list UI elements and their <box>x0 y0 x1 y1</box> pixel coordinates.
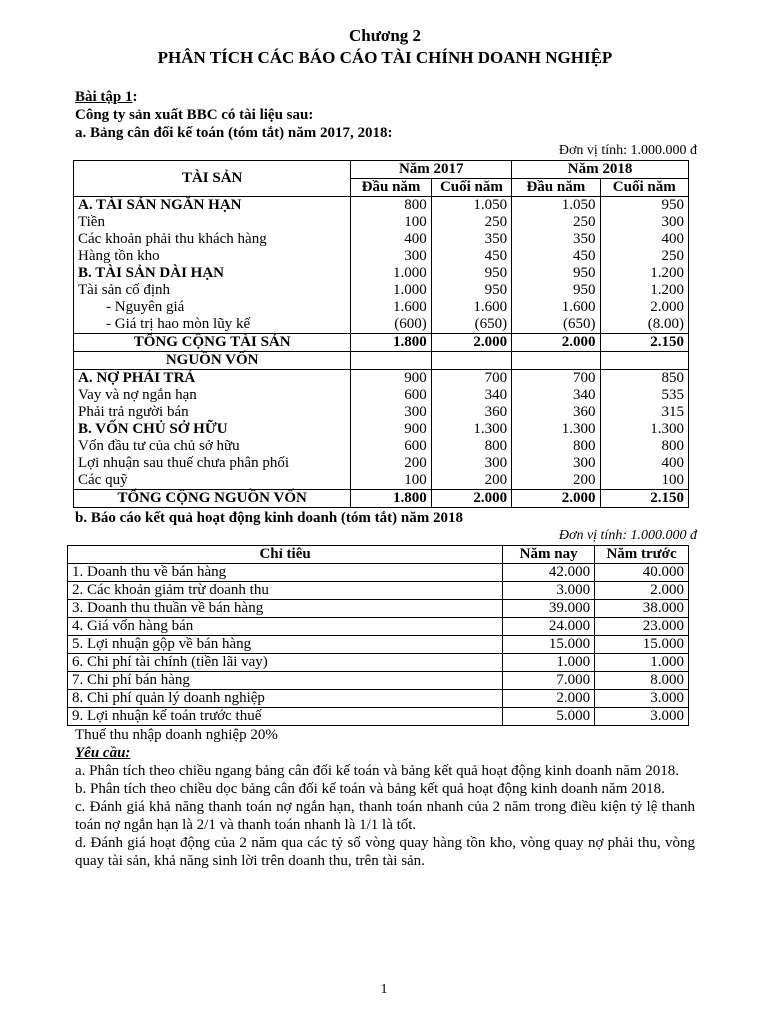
table-cell: 800 <box>512 438 600 455</box>
requirement-item: d. Đánh giá hoạt động của 2 năm qua các tỷ số vòng quay hàng tồn kho, vòng quay nợ phải thu, vòng quay tài sản, khả năng sinh lời trên doanh thu, trên tài sản. <box>75 835 695 869</box>
table-row <box>68 564 689 582</box>
table-cell: (8.00) <box>600 316 688 334</box>
table-row <box>68 654 689 672</box>
table-row <box>74 316 689 334</box>
exercise-heading <box>75 88 695 106</box>
requirements-title: Yêu cầu: <box>75 745 131 761</box>
table-cell: 1.300 <box>431 421 511 438</box>
table-cell: 400 <box>351 231 431 248</box>
total-assets-label: TỔNG CỘNG TÀI SẢN <box>74 334 351 352</box>
table-cell: 1.800 <box>351 334 431 352</box>
row-label: Các quỹ <box>74 472 351 490</box>
tax-note: Thuế thu nhập doanh nghiệp 20% <box>75 727 278 743</box>
table-row <box>74 404 689 421</box>
table-row <box>68 690 689 708</box>
table-cell: 600 <box>351 438 431 455</box>
table-cell: 300 <box>512 455 600 472</box>
row-label: Lợi nhuận sau thuế chưa phân phối <box>74 455 351 472</box>
table-cell: 250 <box>431 214 511 231</box>
table-cell: 1.800 <box>351 490 431 508</box>
exercise-label: Bài tập 1 <box>75 89 133 105</box>
table-row <box>74 370 689 388</box>
requirement-item: c. Đánh giá khả năng thanh toán nợ ngắn hạn, thanh toán nhanh của 2 năm trong điều kiện tỷ lệ thanh toán nợ ngắn hạn là 2/1 và thanh toán nhanh là 1/1 là tốt. <box>75 799 695 833</box>
table-cell: (650) <box>431 316 511 334</box>
table-cell: 2.150 <box>600 490 688 508</box>
row-label: 4. Giá vốn hàng bán <box>68 618 503 636</box>
table-cell: 200 <box>431 472 511 490</box>
table-cell: 950 <box>512 265 600 282</box>
table-cell: 1.000 <box>351 265 431 282</box>
row-label: 2. Các khoản giảm trừ doanh thu <box>68 582 503 600</box>
row-label: B. VỐN CHỦ SỞ HỮU <box>74 421 351 438</box>
row-label: 5. Lợi nhuận gộp về bán hàng <box>68 636 503 654</box>
table-cell: 300 <box>351 404 431 421</box>
table-cell: 42.000 <box>503 564 595 582</box>
table-cell: 1.000 <box>595 654 689 672</box>
table-cell: 300 <box>431 455 511 472</box>
table-row <box>68 618 689 636</box>
row-label: B. TÀI SẢN DÀI HẠN <box>74 265 351 282</box>
table-row <box>74 231 689 248</box>
table-row <box>74 455 689 472</box>
table-row <box>74 438 689 455</box>
table-cell: 1.600 <box>512 299 600 316</box>
this-year-header: Năm nay <box>503 546 595 564</box>
requirement-item: a. Phân tích theo chiều ngang bảng cân đối kế toán và bảng kết quả hoạt động kinh doanh năm 2018. <box>75 763 680 779</box>
row-label: Vốn đầu tư của chủ sở hữu <box>74 438 351 455</box>
balance-sheet-unit: Đơn vị tính: 1.000.000 đ <box>558 143 697 158</box>
table-row <box>68 582 689 600</box>
page-number: 1 <box>380 982 388 997</box>
table-cell: 8.000 <box>595 672 689 690</box>
table-cell: 200 <box>512 472 600 490</box>
table-row <box>74 214 689 231</box>
table-row <box>74 387 689 404</box>
table-cell: 900 <box>351 421 431 438</box>
row-label: Tiền <box>74 214 351 231</box>
row-label: Phải trả người bán <box>74 404 351 421</box>
table-cell: 100 <box>351 214 431 231</box>
table-cell: 1.200 <box>600 265 688 282</box>
table-row <box>74 282 689 299</box>
table-cell: 200 <box>351 455 431 472</box>
table-row <box>68 636 689 654</box>
table-cell: 40.000 <box>595 564 689 582</box>
table-cell: 350 <box>431 231 511 248</box>
table-cell: 850 <box>600 370 688 388</box>
exercise-colon: : <box>132 89 138 105</box>
table-cell: 450 <box>431 248 511 265</box>
table-cell: 2.000 <box>600 299 688 316</box>
table-cell: 340 <box>431 387 511 404</box>
table-cell: 100 <box>351 472 431 490</box>
row-label: A. TÀI SẢN NGẮN HẠN <box>74 197 351 215</box>
table-cell: 3.000 <box>595 708 689 726</box>
table-cell: 2.000 <box>503 690 595 708</box>
table-cell: 2.000 <box>431 334 511 352</box>
table-cell: 900 <box>351 370 431 388</box>
table-cell: 2.000 <box>595 582 689 600</box>
table-cell: (600) <box>351 316 431 334</box>
document-page <box>72 26 697 870</box>
table-row <box>74 299 689 316</box>
row-label: 7. Chi phí bán hàng <box>68 672 503 690</box>
row-label: 6. Chi phí tài chính (tiền lãi vay) <box>68 654 503 672</box>
table-row <box>74 472 689 490</box>
year-2018-header: Năm 2018 <box>512 161 689 179</box>
row-label: A. NỢ PHẢI TRẢ <box>74 370 351 388</box>
sources-header-row <box>74 352 689 370</box>
table-cell: 1.050 <box>512 197 600 215</box>
table-cell: 250 <box>600 248 688 265</box>
total-assets-row <box>74 334 689 352</box>
table-cell: 2.000 <box>512 490 600 508</box>
table-cell: 400 <box>600 231 688 248</box>
table-cell: 100 <box>600 472 688 490</box>
table-cell: 23.000 <box>595 618 689 636</box>
table-cell: 950 <box>431 265 511 282</box>
table-cell: 950 <box>512 282 600 299</box>
table-cell: 250 <box>512 214 600 231</box>
row-label: 8. Chi phí quản lý doanh nghiệp <box>68 690 503 708</box>
table-cell: 2.150 <box>600 334 688 352</box>
table-cell: 1.000 <box>503 654 595 672</box>
table-cell: 800 <box>351 197 431 215</box>
row-label: 1. Doanh thu về bán hàng <box>68 564 503 582</box>
table-cell: 1.300 <box>512 421 600 438</box>
year-2017-header: Năm 2017 <box>351 161 512 179</box>
table-row <box>68 600 689 618</box>
row-label: - Giá trị hao mòn lũy kế <box>74 316 351 334</box>
part-b-title: b. Báo cáo kết quả hoạt động kinh doanh (tóm tắt) năm 2018 <box>75 510 463 526</box>
row-label: Tài sản cố định <box>74 282 351 299</box>
row-label: - Nguyên giá <box>74 299 351 316</box>
end-2017-header: Cuối năm <box>431 179 511 197</box>
table-row <box>74 197 689 215</box>
table-cell: 1.600 <box>431 299 511 316</box>
income-statement-table <box>67 545 689 726</box>
table-cell: 5.000 <box>503 708 595 726</box>
table-row <box>68 708 689 726</box>
table-cell: 3.000 <box>595 690 689 708</box>
table-cell: 340 <box>512 387 600 404</box>
income-unit: Đơn vị tính: 1.000.000 đ <box>558 528 697 543</box>
table-cell: 2.000 <box>512 334 600 352</box>
table-cell: 535 <box>600 387 688 404</box>
table-cell: 450 <box>512 248 600 265</box>
table-cell: 700 <box>512 370 600 388</box>
table-row <box>74 265 689 282</box>
part-a-title: a. Bảng cân đối kế toán (tóm tắt) năm 2017, 2018: <box>75 125 393 141</box>
table-cell: 1.600 <box>351 299 431 316</box>
table-cell: 15.000 <box>503 636 595 654</box>
company-intro: Công ty sản xuất BBC có tài liệu sau: <box>75 107 314 123</box>
table-cell: 700 <box>431 370 511 388</box>
table-cell: (650) <box>512 316 600 334</box>
row-label: Hàng tồn kho <box>74 248 351 265</box>
table-cell: 800 <box>431 438 511 455</box>
table-cell: 1.000 <box>351 282 431 299</box>
chapter-title: PHÂN TÍCH CÁC BÁO CÁO TÀI CHÍNH DOANH NGHIỆP <box>157 48 613 67</box>
begin-2018-header: Đầu năm <box>512 179 600 197</box>
table-cell: 350 <box>512 231 600 248</box>
table-cell: 24.000 <box>503 618 595 636</box>
table-cell: 2.000 <box>431 490 511 508</box>
table-cell: 1.300 <box>600 421 688 438</box>
item-column-header: Chỉ tiêu <box>68 546 503 564</box>
prev-year-header: Năm trước <box>595 546 689 564</box>
table-cell: 950 <box>431 282 511 299</box>
asset-column-header: TÀI SẢN <box>74 161 351 197</box>
table-cell: 360 <box>512 404 600 421</box>
total-sources-row <box>74 490 689 508</box>
table-cell: 1.050 <box>431 197 511 215</box>
chapter-heading: Chương 2 <box>348 26 422 45</box>
row-label: Vay và nợ ngắn hạn <box>74 387 351 404</box>
balance-sheet-table <box>73 160 689 508</box>
table-row <box>74 421 689 438</box>
begin-2017-header: Đầu năm <box>351 179 431 197</box>
requirements-section <box>75 744 695 870</box>
table-cell: 300 <box>351 248 431 265</box>
table-cell: 950 <box>600 197 688 215</box>
table-cell: 38.000 <box>595 600 689 618</box>
table-cell: 360 <box>431 404 511 421</box>
table-row <box>74 248 689 265</box>
table-cell: 600 <box>351 387 431 404</box>
table-cell: 800 <box>600 438 688 455</box>
end-2018-header: Cuối năm <box>600 179 688 197</box>
row-label: 3. Doanh thu thuần về bán hàng <box>68 600 503 618</box>
table-cell: 1.200 <box>600 282 688 299</box>
table-cell: 15.000 <box>595 636 689 654</box>
total-sources-label: TỔNG CỘNG NGUỒN VỐN <box>74 490 351 508</box>
table-cell: 7.000 <box>503 672 595 690</box>
table-row <box>68 672 689 690</box>
row-label: 9. Lợi nhuận kế toán trước thuế <box>68 708 503 726</box>
requirement-item: b. Phân tích theo chiều dọc bảng cân đối kế toán và bảng kết quả hoạt động kinh doanh năm 2018. <box>75 781 665 797</box>
table-cell: 315 <box>600 404 688 421</box>
table-cell: 400 <box>600 455 688 472</box>
table-cell: 300 <box>600 214 688 231</box>
sources-header: NGUỒN VỐN <box>74 352 351 370</box>
table-cell: 3.000 <box>503 582 595 600</box>
table-cell: 39.000 <box>503 600 595 618</box>
row-label: Các khoản phải thu khách hàng <box>74 231 351 248</box>
